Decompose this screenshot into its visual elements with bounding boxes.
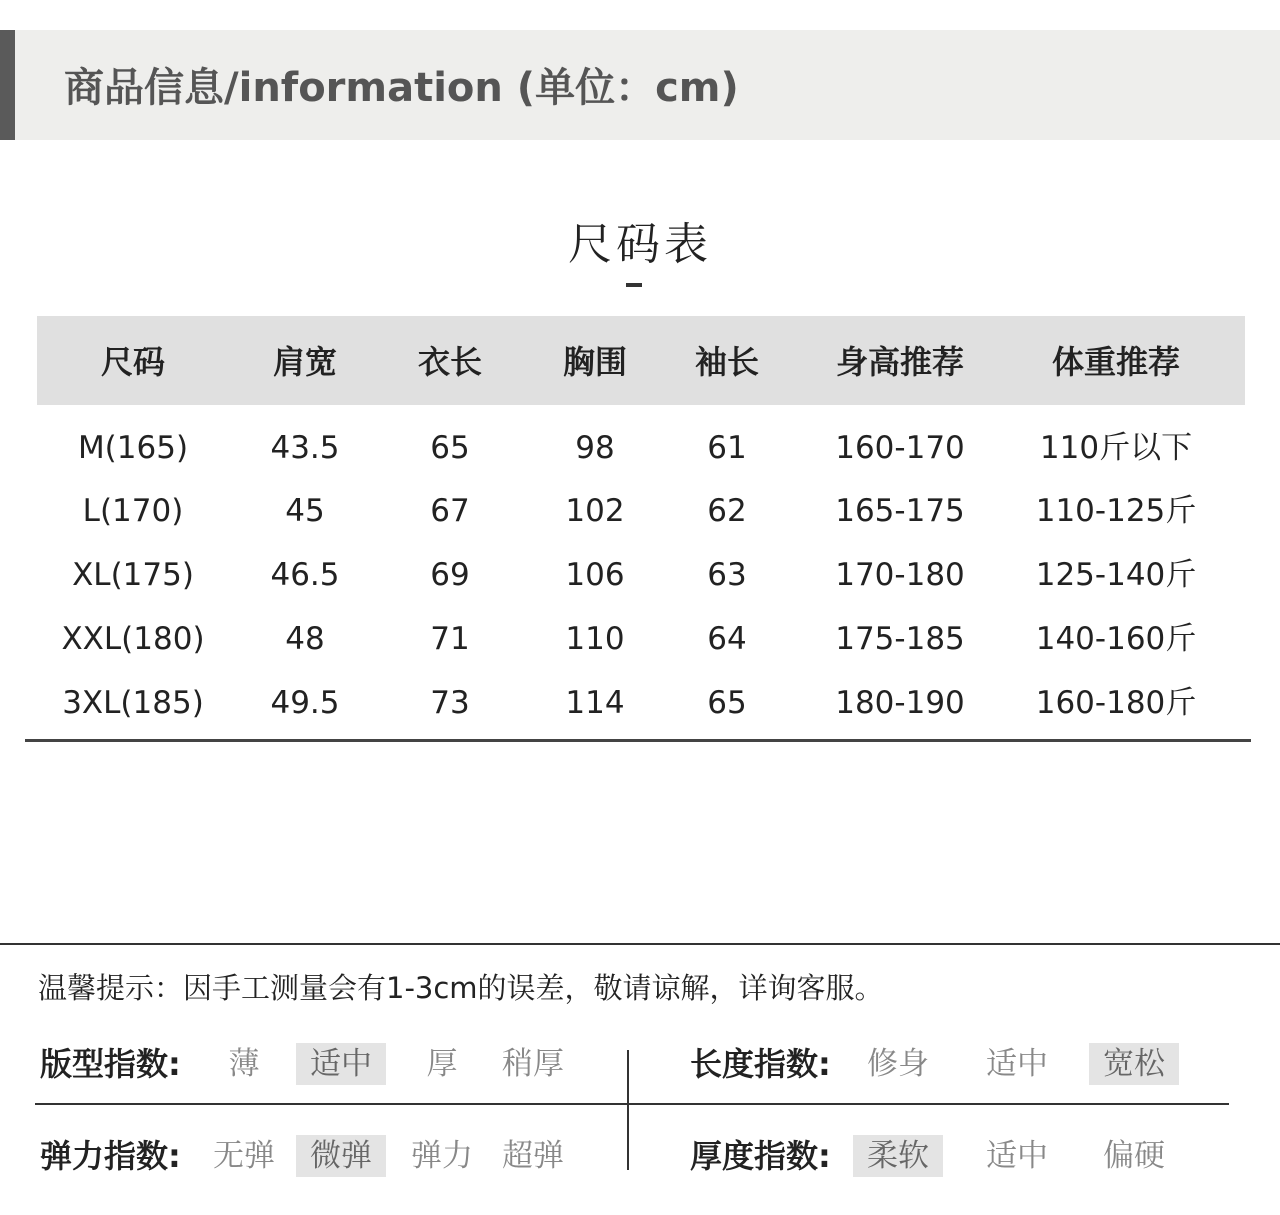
- table-cell: 180-190: [835, 685, 965, 721]
- table-cell: 114: [565, 685, 625, 721]
- fit-index-label: 版型指数:: [40, 1045, 181, 1083]
- table-cell: 140-160斤: [1035, 621, 1197, 657]
- table-cell: 62: [707, 493, 747, 529]
- table-cell: 63: [707, 557, 747, 593]
- table-cell: 46.5: [270, 557, 340, 593]
- table-cell: 106: [565, 557, 625, 593]
- header-accent-bar: [0, 30, 15, 140]
- thickness-index-label: 厚度指数:: [690, 1137, 831, 1175]
- thickness-option: 适中: [986, 1138, 1048, 1174]
- elasticity-option: 超弹: [502, 1138, 564, 1174]
- size-label-cell: 3XL(185): [62, 685, 204, 721]
- table-bottom-rule: [25, 739, 1251, 742]
- column-header: 衣长: [417, 343, 482, 381]
- table-cell: 170-180: [835, 557, 965, 593]
- table-cell: 175-185: [835, 621, 965, 657]
- fit-option: 稍厚: [502, 1046, 564, 1082]
- column-header: 袖长: [694, 343, 759, 381]
- length-option: 修身: [867, 1046, 929, 1082]
- thickness-option-selected: 柔软: [853, 1135, 943, 1177]
- elasticity-option: 无弹: [213, 1138, 275, 1174]
- title-divider: [626, 283, 642, 287]
- table-cell: 67: [430, 493, 470, 529]
- table-cell: 125-140斤: [1035, 557, 1197, 593]
- column-header: 体重推荐: [1051, 343, 1180, 381]
- table-cell: 65: [707, 685, 747, 721]
- column-header: 身高推荐: [835, 343, 964, 381]
- table-cell: 61: [707, 430, 747, 466]
- table-cell: 110斤以下: [1039, 430, 1193, 466]
- indices-horizontal-rule: [35, 1103, 1229, 1105]
- table-cell: 71: [430, 621, 470, 657]
- indices-vertical-rule: [627, 1050, 629, 1170]
- table-cell: 73: [430, 685, 470, 721]
- elasticity-index-label: 弹力指数:: [40, 1137, 181, 1175]
- table-cell: 160-170: [835, 430, 965, 466]
- thickness-option: 偏硬: [1103, 1138, 1165, 1174]
- fit-option-selected: 适中: [296, 1043, 386, 1085]
- table-cell: 45: [285, 493, 325, 529]
- table-cell: 110: [565, 621, 625, 657]
- table-cell: 65: [430, 430, 470, 466]
- table-cell: 69: [430, 557, 470, 593]
- fit-option: 厚: [426, 1046, 458, 1082]
- size-label-cell: L(170): [82, 493, 184, 529]
- size-label-cell: M(165): [77, 430, 189, 466]
- table-cell: 49.5: [270, 685, 340, 721]
- table-cell: 48: [285, 621, 325, 657]
- length-option-selected: 宽松: [1089, 1043, 1179, 1085]
- column-header: 尺码: [100, 343, 165, 381]
- table-cell: 165-175: [835, 493, 965, 529]
- column-header: 肩宽: [272, 343, 337, 381]
- footer-divider: [0, 943, 1280, 945]
- table-cell: 110-125斤: [1035, 493, 1197, 529]
- page-title: 商品信息/information (单位：cm): [64, 65, 739, 111]
- table-cell: 64: [707, 621, 747, 657]
- column-header: 胸围: [562, 343, 627, 381]
- size-label-cell: XXL(180): [61, 621, 205, 657]
- table-cell: 98: [575, 430, 615, 466]
- table-cell: 160-180斤: [1035, 685, 1197, 721]
- table-cell: 43.5: [270, 430, 340, 466]
- size-label-cell: XL(175): [72, 557, 194, 593]
- table-cell: 102: [565, 493, 625, 529]
- fit-option: 薄: [228, 1046, 260, 1082]
- size-chart-title: 尺码表: [568, 219, 712, 270]
- measurement-notice: 温馨提示：因手工测量会有1-3cm的误差，敬请谅解，详询客服。: [38, 971, 884, 1005]
- length-option: 适中: [986, 1046, 1048, 1082]
- length-index-label: 长度指数:: [690, 1045, 831, 1083]
- elasticity-option: 弹力: [411, 1138, 473, 1174]
- elasticity-option-selected: 微弹: [296, 1135, 386, 1177]
